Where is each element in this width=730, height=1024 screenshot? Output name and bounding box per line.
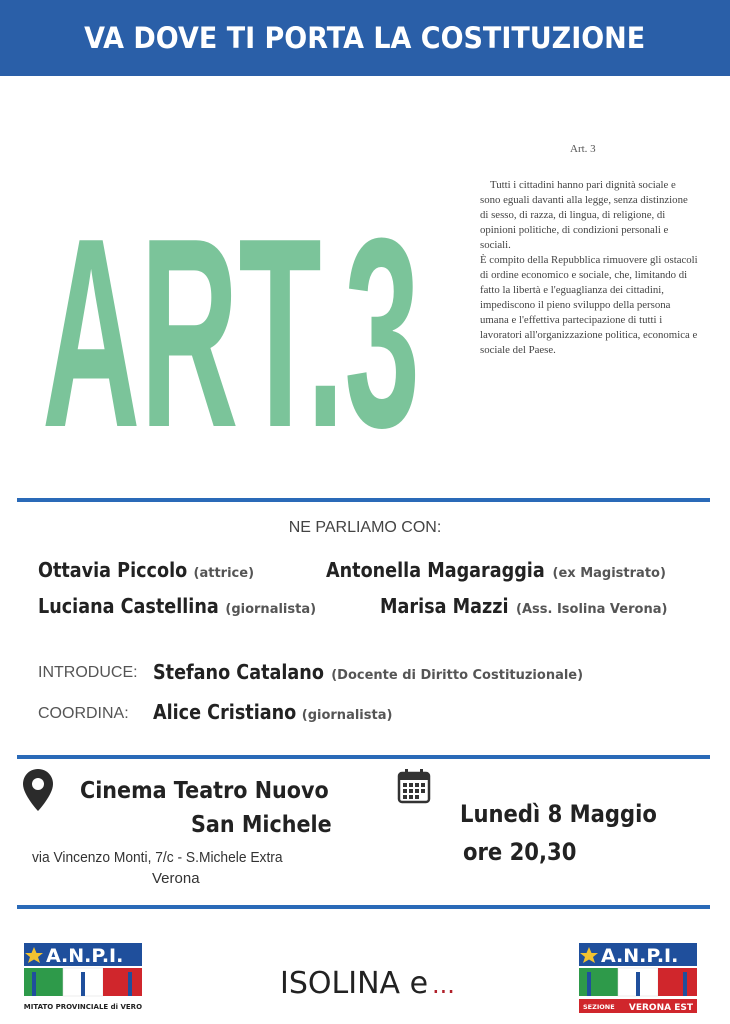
big-title-text: ART.3 [42, 183, 421, 448]
isolina-dots: ... [432, 971, 455, 999]
article-paragraph-1: Tutti i cittadini hanno pari dignità sociale e sono eguali davanti alla legge, senza distinzione di sesso, di razza, di lingua, di religione, di opinioni politiche, di condizioni personali e sociali. [480, 179, 688, 251]
anpi-left-text: A.N.P.I. [46, 945, 124, 967]
isolina-logo [280, 966, 455, 1001]
speakers-heading: NE PARLIAMO CON: [288, 519, 442, 536]
guest-name: Luciana Castellina [38, 594, 219, 618]
anpi-left-caption: MITATO PROVINCIALE di VERO [24, 1003, 142, 1011]
article-paragraph-2: È compito della Repubblica rimuovere gli ostacoli di ordine economico e sociale, che, limitando di fatto la libertà e l'eguaglianza dei cittadini, impediscono il pieno sviluppo della persona umana e l'effettiva partecipazione di tutti i lavoratori all'organizzazione politica, economica e sociale del Paese. [480, 254, 698, 356]
introduce-role: (Docente di Diritto Costituzionale) [331, 668, 584, 683]
guest-name: Marisa Mazzi [380, 594, 509, 618]
coordina-role: (giornalista) [301, 708, 393, 723]
venue-address-line2: Verona [152, 870, 200, 887]
divider [17, 905, 710, 909]
event-date: Lunedì 8 Maggio [460, 800, 657, 828]
guest-1 [38, 558, 254, 582]
anpi-logo-right [579, 943, 697, 1013]
guest-3 [38, 594, 316, 618]
isolina-text: ISOLINA e [280, 966, 429, 1001]
divider [17, 755, 710, 759]
divider [17, 498, 710, 502]
anpi-right-caption-a: SEZIONE [583, 1003, 615, 1011]
map-pin-icon [22, 768, 54, 812]
venue-address-line1: via Vincenzo Monti, 7/c - S.Michele Extra [32, 849, 283, 866]
anpi-right-text: A.N.P.I. [601, 945, 679, 967]
coordina-person [153, 700, 392, 724]
guest-role: (giornalista) [225, 602, 317, 617]
introduce-person [153, 660, 583, 684]
anpi-logo-left [24, 943, 142, 1013]
guest-role: (Ass. Isolina Verona) [516, 602, 668, 617]
guest-name: Ottavia Piccolo [38, 558, 188, 582]
introduce-row [38, 664, 138, 682]
page-title: VA DOVE TI PORTA LA COSTITUZIONE [84, 21, 646, 55]
introduce-label: INTRODUCE: [38, 664, 138, 681]
calendar-icon [397, 768, 431, 804]
venue-name-line2: San Michele [191, 812, 332, 838]
article-label: Art. 3 [570, 143, 596, 155]
header-banner [0, 0, 730, 76]
event-time: ore 20,30 [463, 838, 577, 866]
guest-2 [326, 558, 666, 582]
introduce-name: Stefano Catalano [153, 660, 324, 684]
guest-name: Antonella Magaraggia [326, 558, 545, 582]
guest-4 [380, 594, 667, 618]
guest-role: (attrice) [193, 566, 255, 581]
anpi-right-caption-b: VERONA EST [628, 1003, 693, 1013]
article-text [480, 178, 698, 358]
article-big-title [42, 108, 422, 448]
coordina-name: Alice Cristiano [153, 700, 297, 724]
coordina-label: COORDINA: [38, 705, 129, 722]
guest-role: (ex Magistrato) [552, 566, 666, 581]
coordina-row [38, 705, 129, 723]
venue-name-line1: Cinema Teatro Nuovo [80, 778, 329, 804]
